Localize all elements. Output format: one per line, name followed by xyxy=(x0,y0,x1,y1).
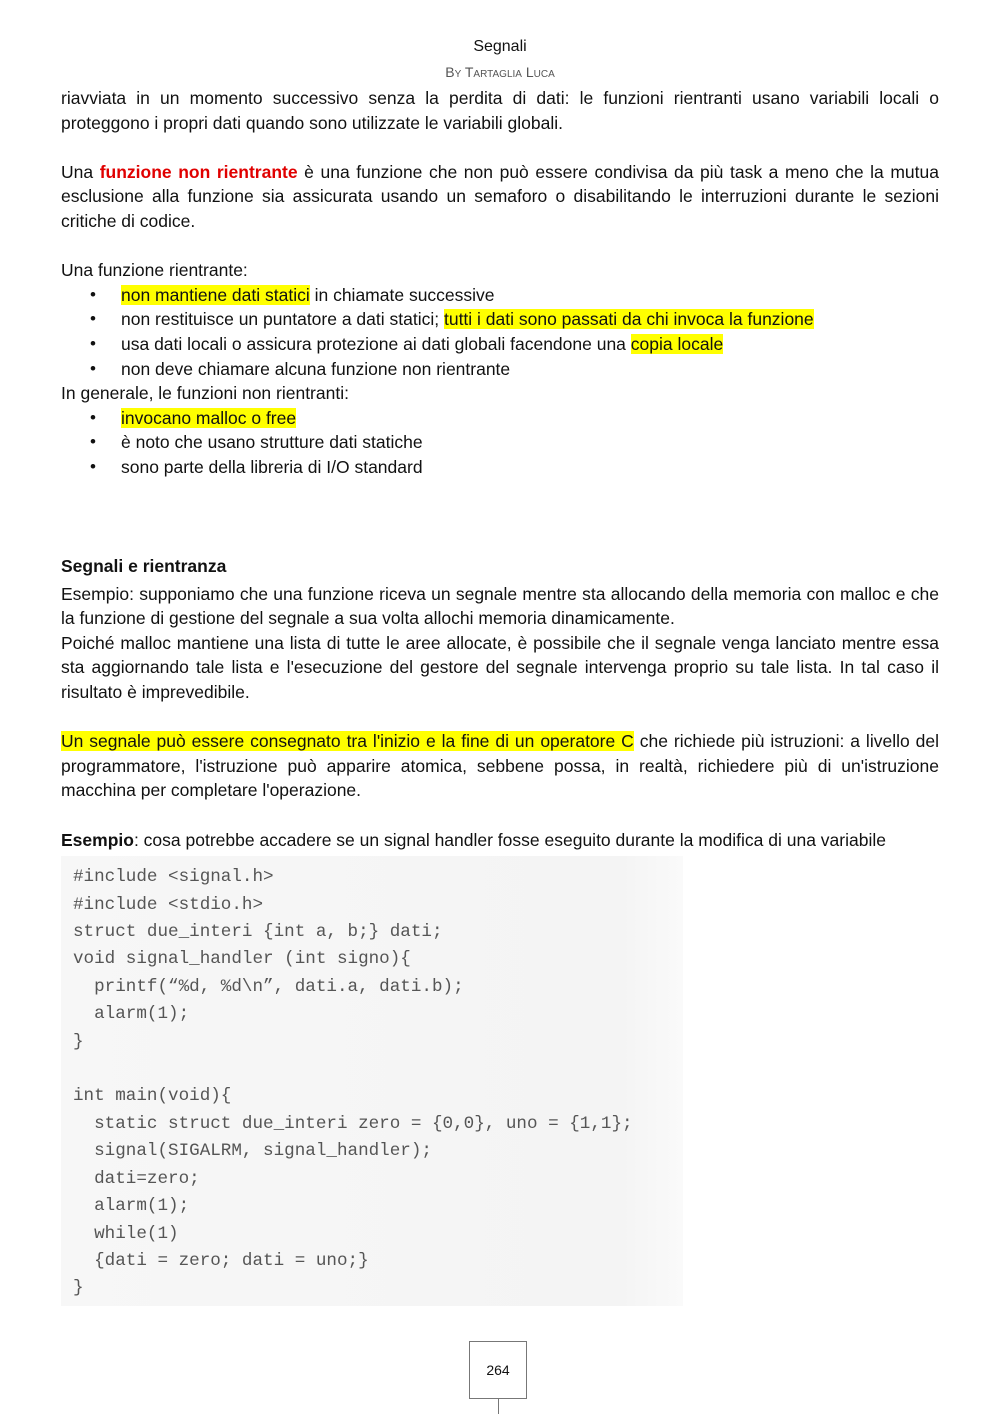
page-number: 264 xyxy=(486,1362,510,1378)
list-item xyxy=(121,307,939,332)
text: Una xyxy=(61,161,100,182)
page-number-stem xyxy=(498,1399,499,1414)
page-content xyxy=(61,86,939,1306)
highlight: Un segnale può essere consegnato tra l'inizio e la fine di un operatore C xyxy=(61,731,634,752)
paragraph xyxy=(61,828,939,853)
text: che richiede più istruzioni: a livello del programmatore, l'istruzione può apparire atomica, sebbene possa, in realtà, richiedere più di un'istruzione macchina per completare l'operazione. xyxy=(61,731,939,801)
list-item xyxy=(121,283,939,308)
list-intro: Una funzione rientrante: xyxy=(61,260,248,281)
highlight: copia locale xyxy=(630,333,724,354)
code-text: #include <signal.h> #include <stdio.h> struct due_interi {int a, b;} dati; void signal_handler (int signo){ printf(“%d, %d\n”, dati.a, dati.b); alarm(1); } int main(void){ static struct due_interi zero = {0,0}, uno = {1,1}; signal(SIGALRM, signal_handler); dati=zero; alarm(1); while(1) {dati = zero; dati = uno;} } xyxy=(73,867,633,1299)
list-item: • sono parte della libreria di I/O standard xyxy=(121,455,939,480)
text: usa dati locali o assicura protezione ai dati globali facendone una xyxy=(121,333,631,354)
paragraph xyxy=(61,729,939,803)
list-item xyxy=(121,332,939,357)
term-highlight: funzione non rientrante xyxy=(99,161,298,182)
highlight: invocano malloc o free xyxy=(121,407,297,428)
bullet-list xyxy=(61,406,939,480)
text: è una funzione che non può essere condivisa da più task a meno che la mutua esclusione alla funzione sia assicurata usando un semaforo o disabilitando le interruzioni durante le sezioni critiche di codice. xyxy=(61,161,939,231)
highlight: non mantiene dati statici xyxy=(121,284,310,305)
list-item xyxy=(121,406,939,431)
paragraph: riavviata in un momento successivo senza la perdita di dati: le funzioni rientranti usano variabili locali o proteggono i propri dati quando sono utilizzate le variabili globali. xyxy=(61,88,939,133)
header-author: By Tartaglia Luca xyxy=(445,64,555,80)
paragraph: Poiché malloc mantiene una lista di tutte le aree allocate, è possibile che il segnale venga lanciato mentre essa sta aggiornando tale lista e l'esecuzione del gestore del segnale intervenga proprio su tale lista. In tal caso il risultato è imprevedibile. xyxy=(61,632,939,703)
list-item: • è noto che usano strutture dati statiche xyxy=(121,430,939,455)
code-block xyxy=(61,856,683,1306)
header-title: Segnali xyxy=(473,38,527,55)
paragraph: Esempio: supponiamo che una funzione riceva un segnale mentre sta allocando della memoria con malloc e che la funzione di gestione del segnale a sua volta allochi memoria dinamicamente. xyxy=(61,583,939,629)
example-label: Esempio xyxy=(61,829,134,850)
page-number-box xyxy=(469,1341,527,1399)
paragraph xyxy=(61,160,939,234)
text: non restituisce un puntatore a dati statici; xyxy=(121,309,444,330)
text: in chiamate successive xyxy=(309,284,495,305)
bullet-list xyxy=(61,283,939,381)
highlight: tutti i dati sono passati da chi invoca la funzione xyxy=(443,309,814,330)
list-intro: In generale, le funzioni non rientranti: xyxy=(61,383,349,404)
section-heading: Segnali e rientranza xyxy=(61,556,227,577)
text: : cosa potrebbe accadere se un signal handler fosse eseguito durante la modifica di una variabile xyxy=(133,829,886,850)
list-item: • non deve chiamare alcuna funzione non rientrante xyxy=(121,357,939,382)
